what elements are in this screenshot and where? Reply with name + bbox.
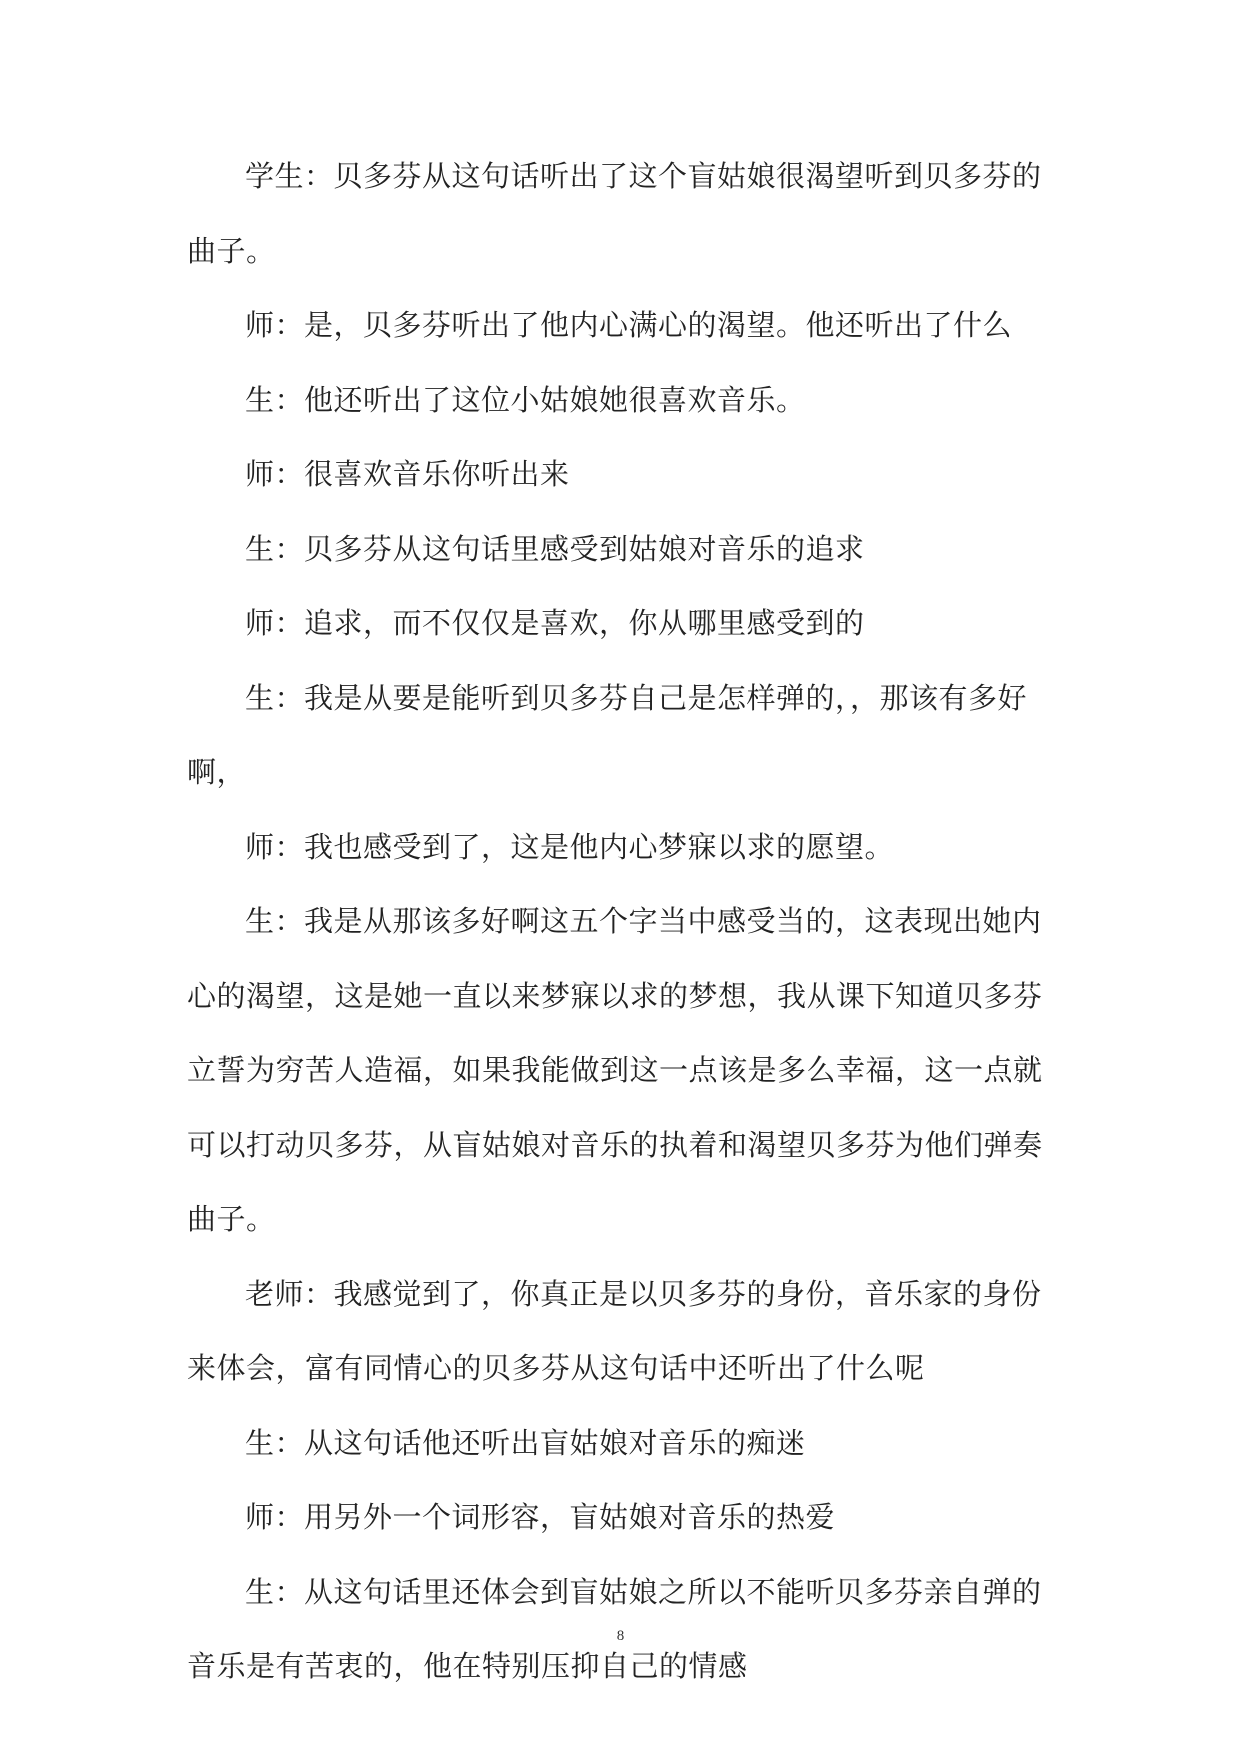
paragraph: 生：从这句话里还体会到盲姑娘之所以不能听贝多芬亲自弹的音乐是有苦衷的，他在特别压抑自己的情感 bbox=[187, 1574, 1042, 1683]
paragraph: 生：我是从要是能听到贝多芬自己是怎样弹的，，那该有多好啊， bbox=[187, 680, 1028, 789]
paragraph: 学生：贝多芬从这句话听出了这个盲姑娘很渴望听到贝多芬的曲子。 bbox=[187, 159, 1042, 268]
paragraph: 师：追求，而不仅仅是喜欢，你从哪里感受到的 bbox=[245, 606, 865, 640]
paragraph: 师：用另外一个词形容，盲姑娘对音乐的热爱 bbox=[245, 1500, 836, 1534]
paragraph: 生：他还听出了这位小姑娘她很喜欢音乐。 bbox=[245, 382, 806, 417]
paragraph: 生：贝多芬从这句话里感受到姑娘对音乐的追求 bbox=[245, 531, 865, 566]
paragraph: 师：很喜欢音乐你听出来 bbox=[245, 457, 570, 491]
paragraph: 生：从这句话他还听出盲姑娘对音乐的痴迷 bbox=[245, 1425, 806, 1460]
paragraph: 师：我也感受到了，这是他内心梦寐以求的愿望。 bbox=[245, 829, 895, 864]
paragraph: 师：是，贝多芬听出了他内心满心的渴望。他还听出了什么 bbox=[245, 308, 1013, 342]
paragraph: 生：我是从那该多好啊这五个字当中感受当的，这表现出她内心的渴望，这是她一直以来梦寐以求的梦想，我从课下知道贝多芬立誓为穷苦人造福，如果我能做到这一点该是多么幸福，这一点就可以打动贝多芬，从盲姑娘对音乐的执着和渴望贝多芬为他们弹奏曲子。 bbox=[187, 904, 1043, 1236]
paragraph: 老师：我感觉到了，你真正是以贝多芬的身份，音乐家的身份来体会，富有同情心的贝多芬从这句话中还听出了什么呢 bbox=[187, 1276, 1042, 1385]
document-body bbox=[187, 139, 1057, 1704]
page-number: 8 bbox=[616, 1628, 625, 1644]
